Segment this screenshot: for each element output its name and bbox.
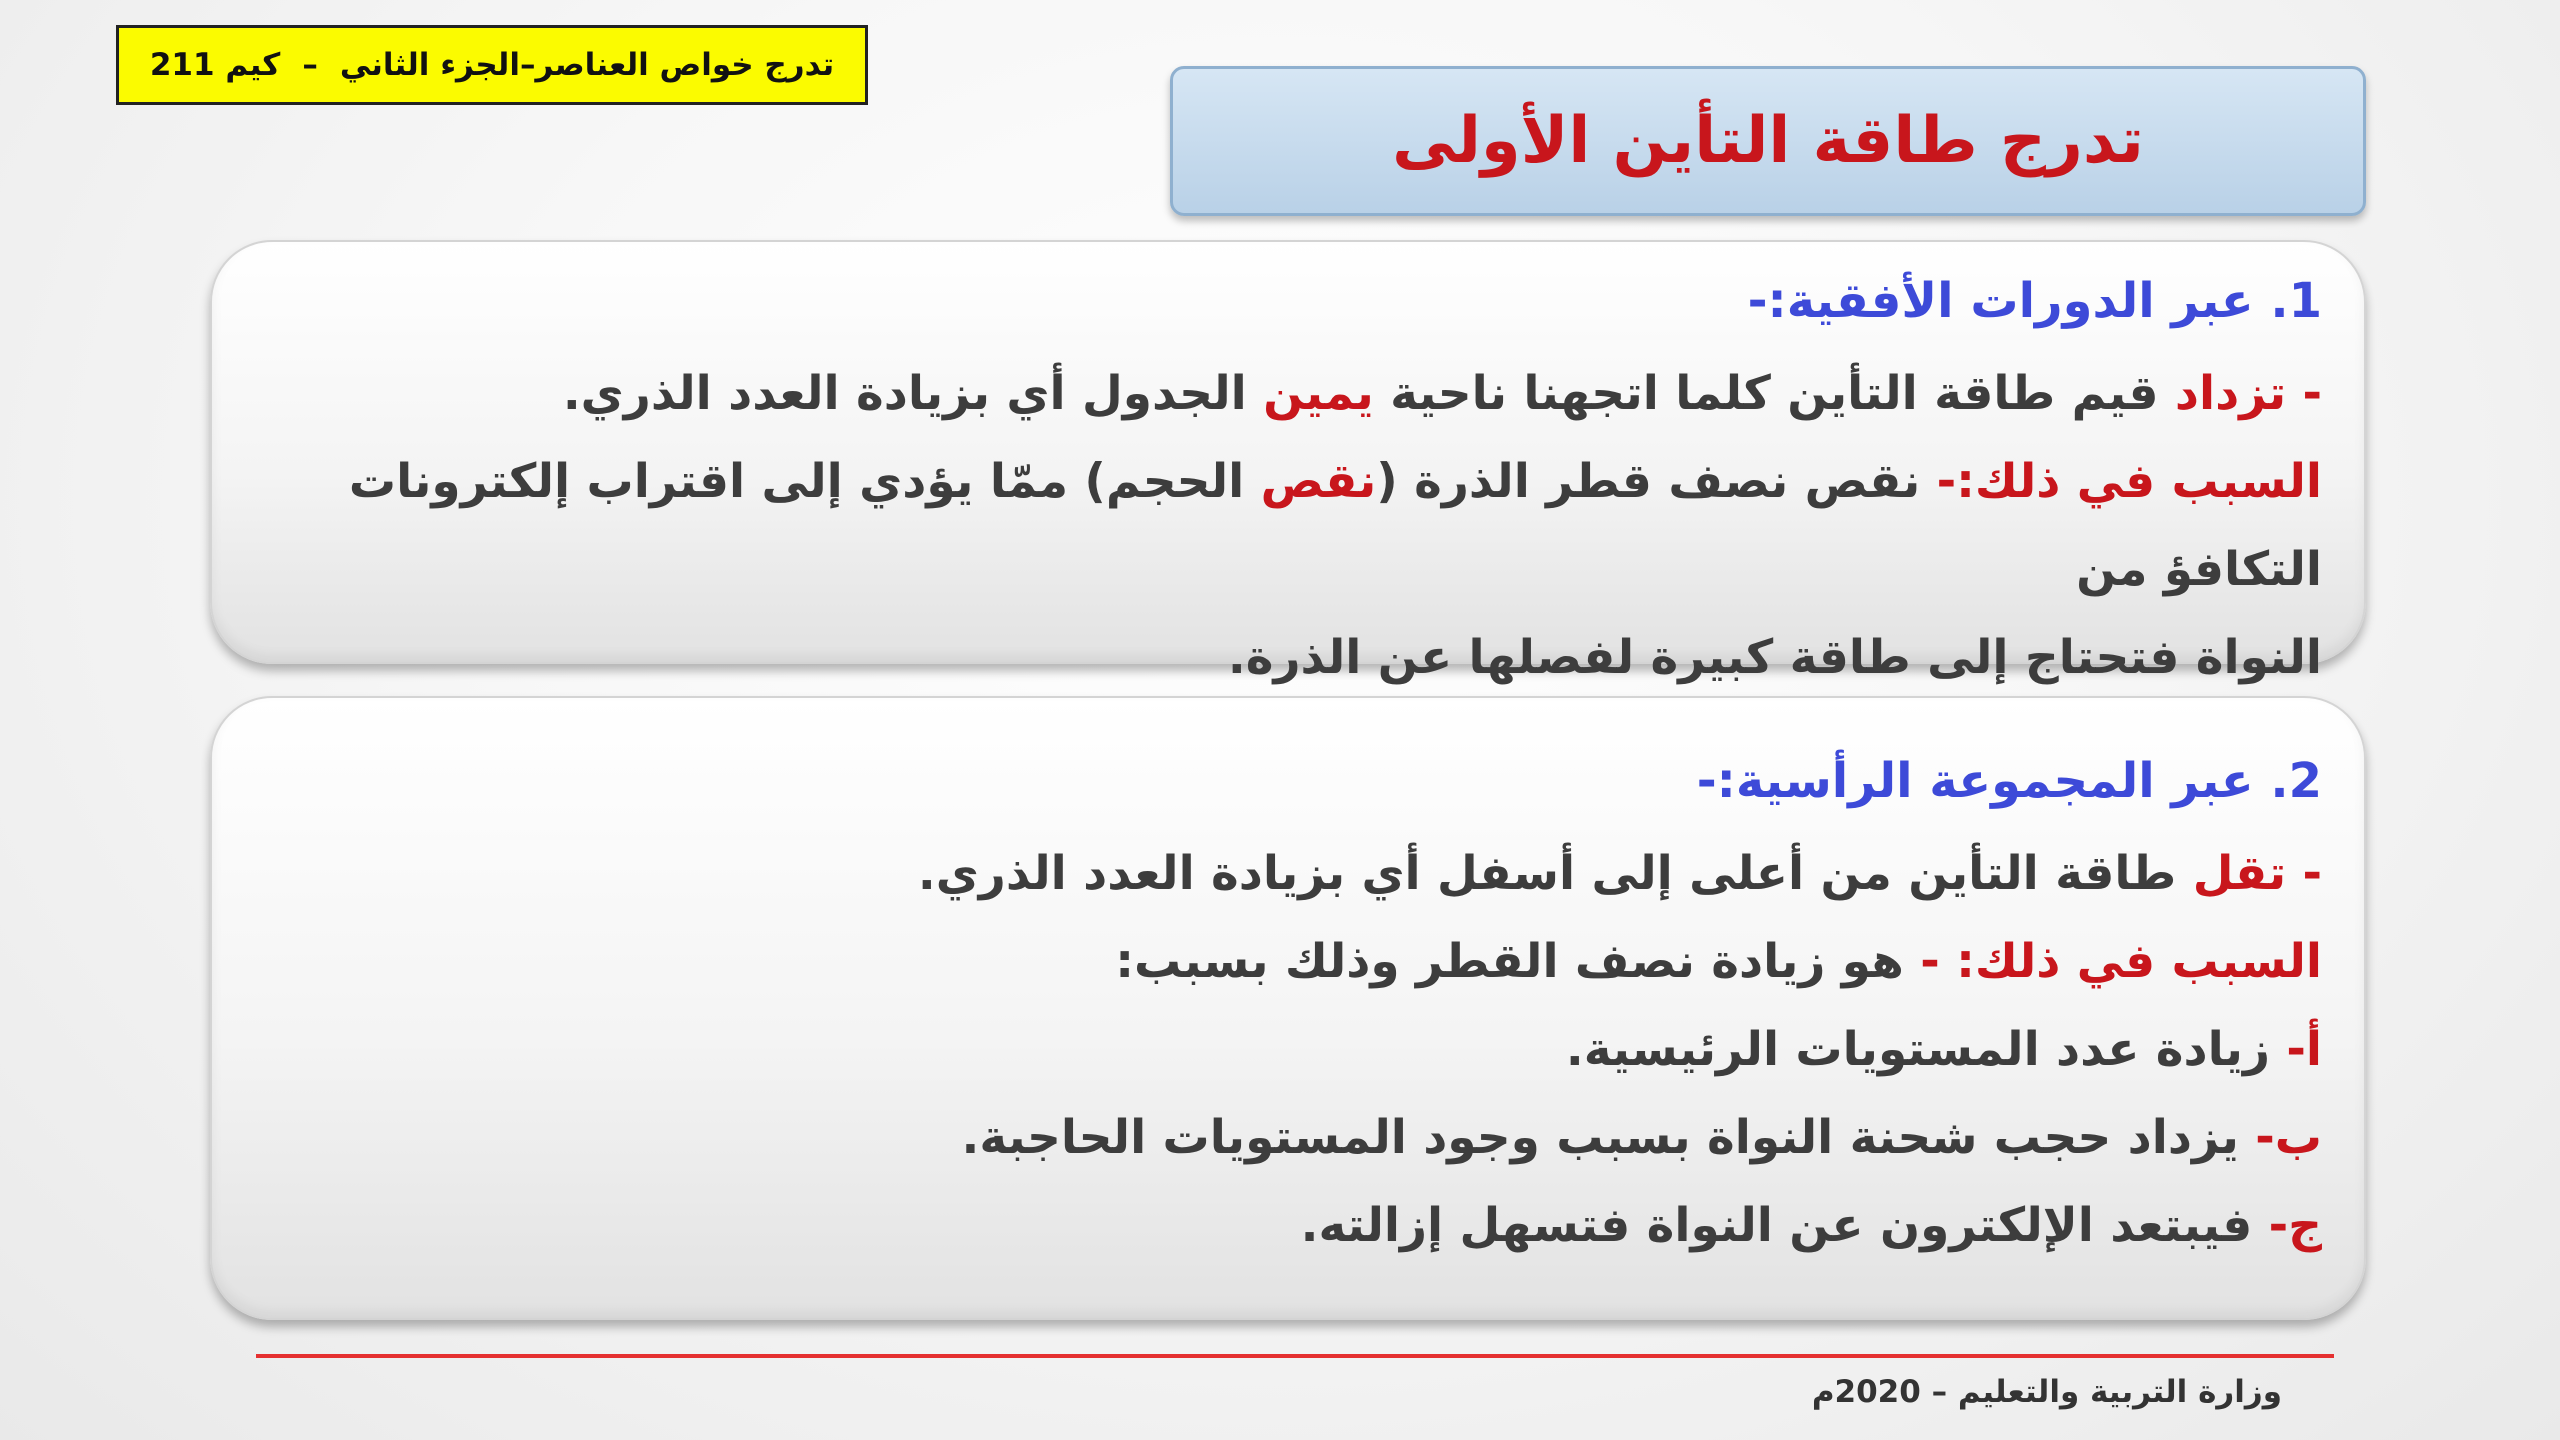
section1-keyword-decrease: نقص <box>1260 454 1377 509</box>
list-item <box>258 1094 2322 1182</box>
list-item-text: يزداد حجب شحنة النواة بسبب وجود المستويات الحاجبة. <box>961 1110 2256 1165</box>
list-item <box>258 1006 2322 1094</box>
course-topic: تدرج خواص العناصر–الجزء الثاني <box>339 47 835 83</box>
section1-line2-text-a: نقص نصف قطر الذرة ( <box>1376 454 1937 509</box>
section1-line1-text-b: الجدول أي بزيادة العدد الذري. <box>562 366 1264 421</box>
footer-ministry: وزارة التربية والتعليم – 2020م <box>1811 1374 2282 1410</box>
section1-reason-label: السبب في ذلك:- <box>1936 454 2322 509</box>
section2-line1-dash: - <box>2286 846 2322 901</box>
section2-line1-text: طاقة التأين من أعلى إلى أسفل أي بزيادة العدد الذري. <box>917 846 2193 901</box>
section1-line1-text-a: قيم طاقة التأين كلما اتجهنا ناحية <box>1373 366 2175 421</box>
slide-title: تدرج طاقة التأين الأولى <box>1392 104 2144 178</box>
section2-line2-text: هو زيادة نصف القطر وذلك بسبب: <box>1115 934 1921 989</box>
section1-line1-dash: - <box>2286 366 2322 421</box>
footer-divider <box>256 1354 2334 1358</box>
section1-line2-text-b: الحجم) ممّا يؤدي إلى اقتراب إلكترونات التكافؤ من <box>348 454 2322 597</box>
horizontal-periods-card <box>210 240 2366 685</box>
section1-line1 <box>258 350 2322 438</box>
section1-keyword-right: يمين <box>1263 366 1374 421</box>
list-item <box>258 1182 2322 1270</box>
list-item-marker: ج- <box>2268 1198 2322 1253</box>
section2-heading: 2. عبر المجموعة الرأسية:- <box>1696 753 2322 809</box>
course-tag <box>116 25 868 105</box>
section2-keyword-decrease: تقل <box>2192 846 2287 901</box>
section1-heading: 1. عبر الدورات الأفقية:- <box>1747 273 2322 329</box>
list-item-text: فيبتعد الإلكترون عن النواة فتسهل إزالته. <box>1300 1198 2269 1253</box>
vertical-group-card <box>210 696 2366 1320</box>
list-item-marker: ب- <box>2255 1110 2322 1165</box>
section1-line3: النواة فتحتاج إلى طاقة كبيرة لفصلها عن الذرة. <box>1227 630 2322 685</box>
section1-keyword-increase: تزداد <box>2174 366 2287 421</box>
section2-line1 <box>258 830 2322 918</box>
section2-line2 <box>258 918 2322 1006</box>
slide-title-box <box>1170 66 2366 216</box>
list-item-marker: أ- <box>2286 1022 2322 1077</box>
list-item-text: زيادة عدد المستويات الرئيسية. <box>1565 1022 2287 1077</box>
course-code: كيم 211 <box>149 47 281 83</box>
section1-line2 <box>258 438 2322 614</box>
course-tag-dash: – <box>302 47 318 83</box>
section2-reason-label: السبب في ذلك: - <box>1920 934 2322 989</box>
